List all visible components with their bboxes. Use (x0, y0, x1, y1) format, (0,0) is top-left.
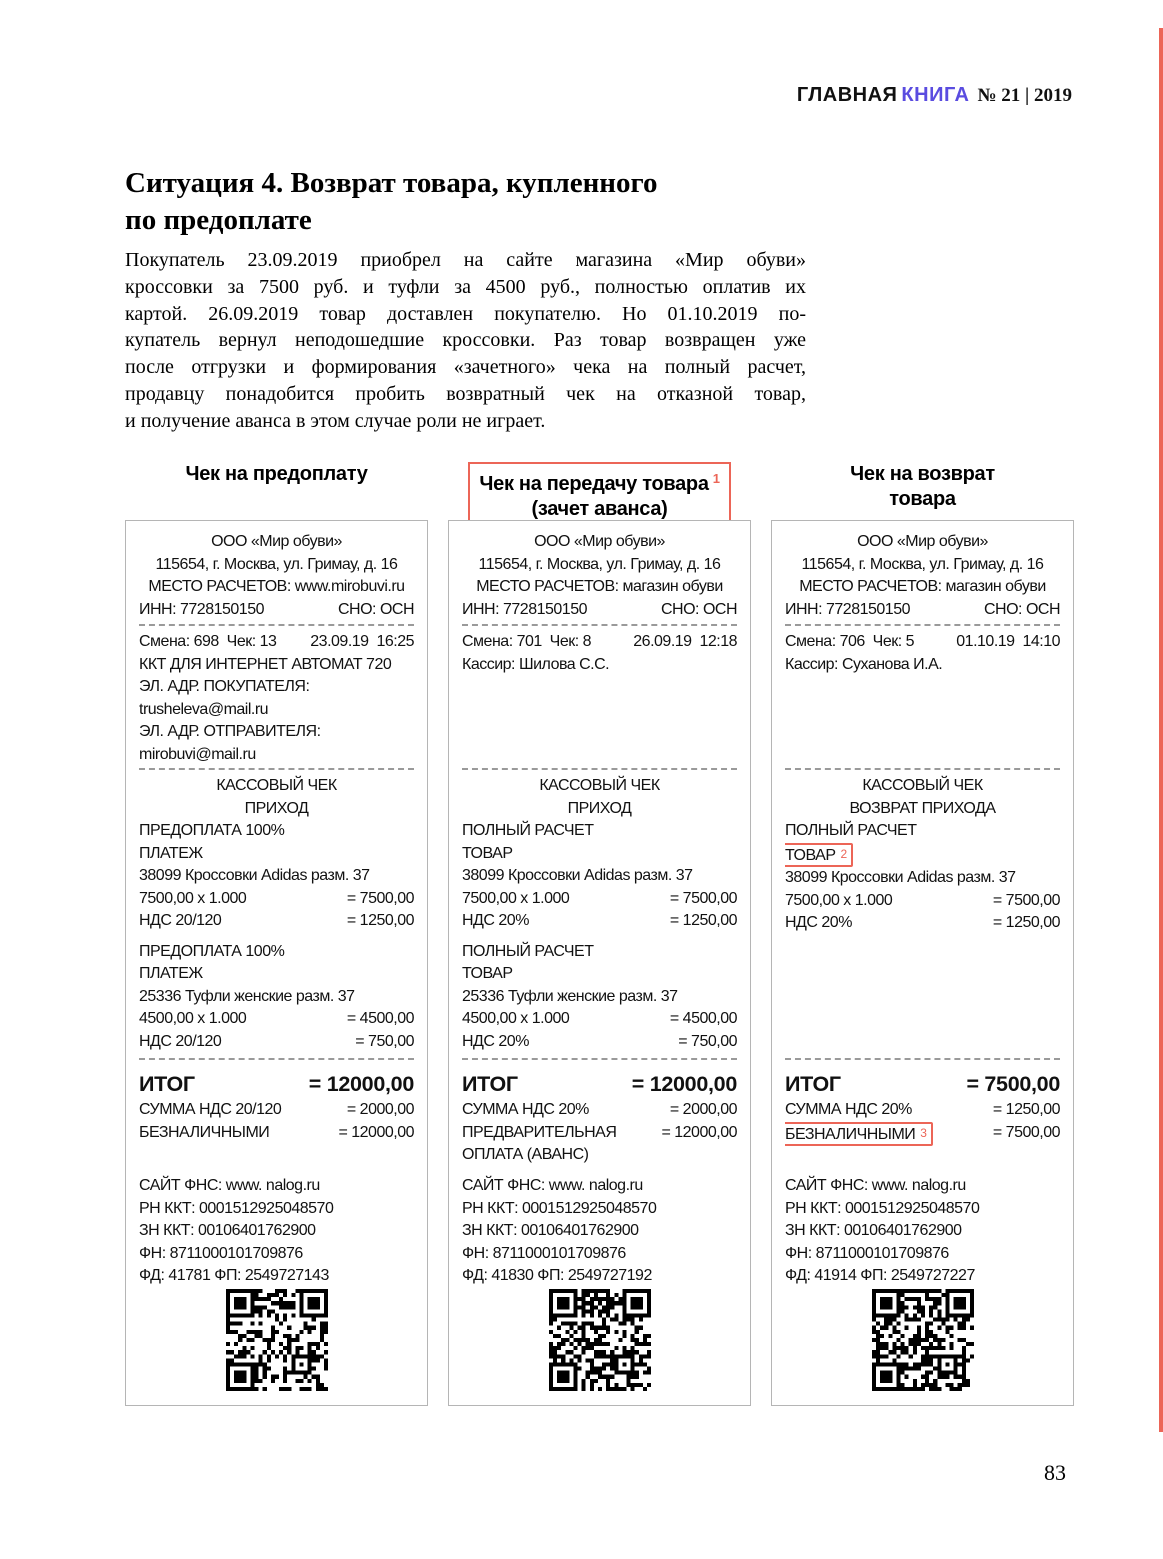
receipt-row: ИТОГ = 12000,00 (139, 1072, 414, 1096)
receipt-row: ЗН ККТ: 00106401762900 (139, 1222, 316, 1239)
receipt-row: РН ККТ: 0001512925048570 (139, 1199, 334, 1217)
column-header-line: Чек на передачу товара $^1$ (479, 471, 720, 495)
receipt-row: 38099 Кроссовки Adidas разм. 37 (462, 867, 693, 884)
receipt-row: ОПЛАТА (АВАНС) (462, 1146, 589, 1163)
receipt-row: Кассир: Суханова И.А. (785, 655, 943, 673)
receipt-row: ПРИХОД (567, 799, 632, 817)
column-header-line: Чек на предоплату (185, 463, 368, 485)
spacer (462, 933, 737, 941)
receipt-row: БЕЗНАЛИЧНЫМИ 3 = 7500,00 (785, 1122, 1060, 1146)
receipt-row: ЗН ККТ: 00106401762900 (785, 1222, 962, 1239)
receipt-section-fiscal (462, 1175, 737, 1289)
receipt-row: ПЛАТЕЖ (139, 844, 203, 862)
annotation-box: БЕЗНАЛИЧНЫМИ 3 (785, 1122, 933, 1146)
masthead-issue: № 21 | 2019 (977, 85, 1072, 106)
annotation-box: ТОВАР 2 (785, 843, 853, 867)
masthead (797, 84, 1072, 107)
receipt-section-items (139, 773, 414, 1055)
receipt-row: ООО «Мир обуви» (857, 533, 988, 550)
receipt-section-fiscal (785, 1175, 1060, 1289)
receipt-row: ФН: 8711000101709876 (785, 1244, 949, 1262)
receipt-section-info (785, 629, 1060, 765)
receipt-row: ПРЕДВАРИТЕЛЬНАЯ = 12000,00 (462, 1123, 737, 1141)
receipt-refund (771, 520, 1074, 1406)
receipt-row: СУММА НДС 20% = 1250,00 (785, 1101, 1060, 1118)
receipt-row: 7500,00 x 1.000 = 7500,00 (139, 889, 414, 907)
receipt-row: 25336 Туфли женские разм. 37 (139, 987, 355, 1005)
receipt-row: ПРИХОД (244, 799, 309, 817)
receipt-row: КАССОВЫЙ ЧЕК (539, 777, 660, 794)
qr-code (139, 1289, 414, 1393)
receipt-row: 4500,00 x 1.000 = 4500,00 (462, 1010, 737, 1027)
receipt-row: ПРЕДОПЛАТА 100% (139, 942, 285, 960)
receipt-row: Кассир: Шилова С.С. (462, 655, 610, 673)
receipt-section-totals (785, 1063, 1060, 1175)
annotation-number: 1 (712, 471, 720, 486)
dashed-separator (785, 624, 1060, 626)
body-line: Покупатель 23.09.2019 приобрел на сайте магазина «Мир обуви» (125, 249, 806, 271)
receipt-row: РН ККТ: 0001512925048570 (785, 1199, 980, 1217)
receipt-row: Смена: 698 Чек: 13 23.09.19 16:25 (139, 633, 414, 650)
receipt-row: СУММА НДС 20/120 = 2000,00 (139, 1101, 414, 1118)
receipt-row: Смена: 701 Чек: 8 26.09.19 12:18 (462, 633, 737, 650)
dashed-separator (785, 1058, 1060, 1060)
receipt-row: ВОЗВРАТ ПРИХОДА (849, 799, 996, 817)
receipt-row: КАССОВЫЙ ЧЕК (216, 777, 337, 794)
body-line: купатель вернул неподошедшие кроссовки. Раз товар возвращен уже (125, 329, 806, 352)
receipt-row: ФН: 8711000101709876 (139, 1244, 303, 1262)
masthead-brand-black: ГЛАВНАЯ (796, 84, 898, 106)
receipt-row: trusheleva@mail.ru (139, 700, 269, 718)
receipt-row: НДС 20/120 = 750,00 (139, 1032, 414, 1050)
receipt-row: 38099 Кроссовки Adidas разм. 37 (785, 869, 1016, 886)
receipt-row: ИТОГ = 7500,00 (785, 1072, 1060, 1096)
article-body (125, 247, 806, 435)
column-header-line: Чек на возврат (850, 463, 995, 485)
qr-code (785, 1289, 1060, 1393)
receipt-row: ЭЛ. АДР. ОТПРАВИТЕЛЯ: (139, 723, 321, 740)
receipt-row: ИНН: 7728150150 СНО: ОСН (785, 600, 1060, 618)
receipt-row: mirobuvi@mail.ru (139, 745, 256, 763)
receipt-section-org (462, 529, 737, 621)
receipt-prepayment (125, 520, 428, 1406)
body-line: кроссовки за 7500 руб. и туфли за 4500 руб., полностью оплатив их (125, 275, 806, 298)
dashed-separator (462, 624, 737, 626)
dashed-separator (462, 1058, 737, 1060)
receipt-section-fiscal (139, 1175, 414, 1289)
column-header-text (185, 462, 367, 487)
annotation-box (468, 462, 730, 528)
page-number: 83 (1044, 1460, 1066, 1485)
receipt-row: ТОВАР (462, 844, 513, 862)
receipt-section-info (139, 629, 414, 765)
receipt-row: ИНН: 7728150150 СНО: ОСН (462, 600, 737, 618)
receipt-row: САЙТ ФНС: www. nalog.ru (462, 1177, 643, 1194)
receipt-row: СУММА НДС 20% = 2000,00 (462, 1101, 737, 1118)
dashed-separator (462, 768, 737, 770)
receipt-row: ПОЛНЫЙ РАСЧЕТ (462, 942, 594, 960)
receipt-row: ПОЛНЫЙ РАСЧЕТ (785, 822, 917, 839)
receipt-row: ФД: 41830 ФП: 2549727192 (462, 1267, 652, 1284)
receipt-header-refund (771, 462, 1074, 512)
receipt-row: 25336 Туфли женские разм. 37 (462, 987, 678, 1005)
red-edge-bar (1159, 28, 1163, 1432)
receipt-row: ИНН: 7728150150 СНО: ОСН (139, 600, 414, 618)
receipt-row: МЕСТО РАСЧЕТОВ: магазин обуви (799, 578, 1046, 595)
receipt-row: 4500,00 x 1.000 = 4500,00 (139, 1010, 414, 1027)
masthead-brand-accent: КНИГА (901, 84, 970, 106)
receipt-row: ПРЕДОПЛАТА 100% (139, 822, 285, 839)
receipt-row: КАССОВЫЙ ЧЕК (862, 777, 983, 794)
receipt-goods-transfer (448, 520, 751, 1406)
dashed-separator (785, 768, 1060, 770)
article-title-line: Ситуация 4. Возврат товара, купленного (125, 167, 658, 199)
receipt-row: ПЛАТЕЖ (139, 965, 203, 982)
receipt-section-items (785, 773, 1060, 1055)
spacer (139, 933, 414, 941)
receipt-row: САЙТ ФНС: www. nalog.ru (785, 1177, 966, 1194)
receipt-section-org (785, 529, 1060, 621)
receipt-row: ККТ ДЛЯ ИНТЕРНЕТ АВТОМАТ 720 (139, 655, 392, 673)
receipt-row: Смена: 706 Чек: 5 01.10.19 14:10 (785, 633, 1060, 650)
receipt-section-items (462, 773, 737, 1055)
receipt-row: НДС 20% = 750,00 (462, 1032, 737, 1050)
receipt-header-prepayment (125, 462, 428, 487)
receipt-section-info (462, 629, 737, 765)
receipt-row: ИТОГ = 12000,00 (462, 1072, 737, 1096)
dashed-separator (139, 768, 414, 770)
article-title-line: по предоплате (125, 204, 312, 236)
receipt-row: ЭЛ. АДР. ПОКУПАТЕЛЯ: (139, 678, 310, 695)
receipt-row: БЕЗНАЛИЧНЫМИ = 12000,00 (139, 1123, 414, 1141)
column-header-line: товара (889, 488, 956, 510)
receipt-row: ООО «Мир обуви» (534, 533, 665, 550)
receipt-row: 7500,00 x 1.000 = 7500,00 (785, 891, 1060, 909)
body-line: продавцу понадобится пробить возвратный чек на отказной товар, (125, 382, 806, 405)
receipt-row: 38099 Кроссовки Adidas разм. 37 (139, 867, 370, 884)
qr-code (462, 1289, 737, 1393)
receipt-row: ФД: 41781 ФП: 2549727143 (139, 1267, 329, 1284)
receipt-row: ФД: 41914 ФП: 2549727227 (785, 1267, 975, 1284)
receipt-row: ПОЛНЫЙ РАСЧЕТ (462, 822, 594, 839)
receipt-header-goods-transfer (448, 462, 751, 528)
annotation-number: 2 (840, 846, 848, 861)
column-header-text (850, 462, 995, 512)
receipt-section-org (139, 529, 414, 621)
receipt-row: НДС 20/120 = 1250,00 (139, 912, 414, 929)
body-line: после отгрузки и формирования «зачетного» чека на полный расчет, (125, 356, 806, 379)
receipt-row: 115654, г. Москва, ул. Гримау, д. 16 (478, 555, 721, 573)
dashed-separator (139, 624, 414, 626)
body-line: картой. 26.09.2019 товар доставлен покупателю. Но 01.10.2019 по- (125, 302, 806, 325)
receipt-section-totals (462, 1063, 737, 1175)
receipt-row: МЕСТО РАСЧЕТОВ: магазин обуви (476, 578, 723, 595)
receipt-row: САЙТ ФНС: www. nalog.ru (139, 1177, 320, 1194)
receipt-section-totals (139, 1063, 414, 1175)
receipt-row: МЕСТО РАСЧЕТОВ: www.mirobuvi.ru (148, 578, 405, 595)
receipt-row: НДС 20% = 1250,00 (785, 914, 1060, 931)
dashed-separator (139, 1058, 414, 1060)
receipt-row: 7500,00 x 1.000 = 7500,00 (462, 889, 737, 907)
receipt-row: ФН: 8711000101709876 (462, 1244, 626, 1262)
body-line: и получение аванса в этом случае роли не играет. (125, 409, 546, 432)
receipt-row: ТОВАР (462, 965, 513, 982)
receipt-row: РН ККТ: 0001512925048570 (462, 1199, 657, 1217)
receipt-row: 115654, г. Москва, ул. Гримау, д. 16 (155, 555, 398, 573)
receipt-row: 115654, г. Москва, ул. Гримау, д. 16 (801, 555, 1044, 573)
receipt-row: НДС 20% = 1250,00 (462, 912, 737, 929)
receipt-row: ЗН ККТ: 00106401762900 (462, 1222, 639, 1239)
receipt-row (785, 843, 1060, 868)
column-header-line: (зачет аванса) (531, 498, 668, 520)
annotation-number: 3 (920, 1125, 927, 1140)
receipt-row: ООО «Мир обуви» (211, 533, 342, 550)
article-title (125, 165, 657, 239)
